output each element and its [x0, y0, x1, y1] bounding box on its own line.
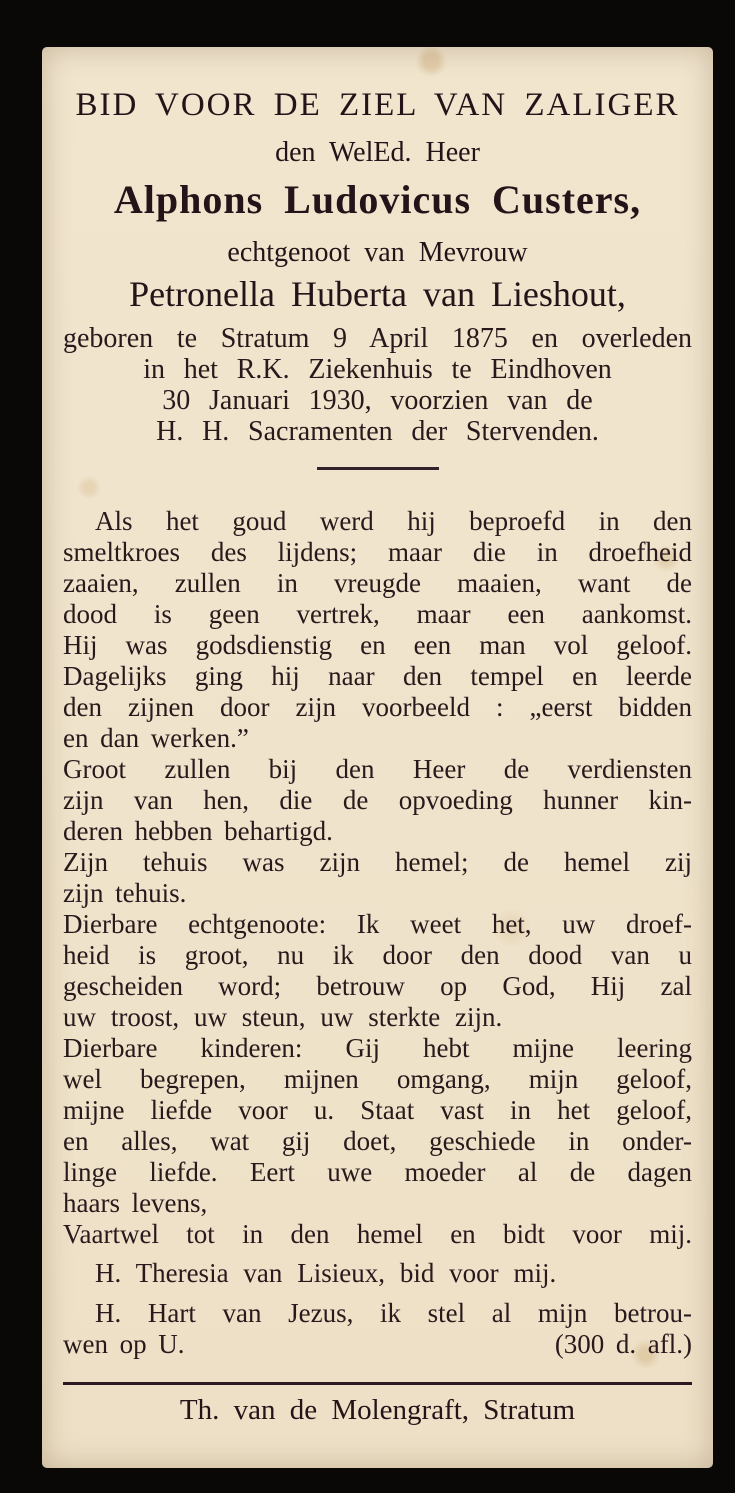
card-header	[63, 85, 692, 315]
sacred-heart-invocation	[63, 1298, 692, 1360]
prayer-line: zijn tehuis.	[63, 878, 187, 908]
prayer-line: en dan werken.”	[63, 723, 249, 753]
printer-name: Th. van de Molengraft, Stratum	[179, 1394, 576, 1426]
prayer-line: H. Theresia van Lisieux, bid voor mij.	[95, 1258, 557, 1288]
prayer-line: Groot zullen bij den Heer de verdiensten	[63, 754, 692, 784]
prayer-paragraph	[63, 506, 692, 754]
prayer-line: Dierbare kinderen: Gij hebt mijne leering	[63, 1033, 692, 1063]
relation-line: echtgenoot van Mevrouw	[227, 237, 528, 268]
vital-record-line: H. H. Sacramenten der Stervenden.	[156, 416, 599, 447]
prayer-line: linge liefde. Eert uwe moeder al de dagen	[63, 1157, 692, 1187]
memorial-card	[42, 47, 713, 1468]
farewell-line: Vaartwel tot in den hemel en bidt voor mij.	[63, 1219, 692, 1249]
prayer-line: mijne liefde voor u. Staat vast in het geloof,	[63, 1095, 692, 1125]
section-divider	[317, 467, 439, 470]
prayer-paragraph	[63, 1033, 692, 1219]
prayer-paragraph	[63, 1219, 692, 1250]
prayer-line: H. Hart van Jezus, ik stel al mijn betrou-	[95, 1298, 692, 1328]
vital-record-line: 30 Januari 1930, voorzien van de	[162, 385, 593, 416]
deceased-name: Alphons Ludovicus Custers,	[113, 177, 642, 222]
prayer-line: den zijnen door zijn voorbeeld : „eerst bidden	[63, 692, 692, 722]
spouse-name: Petronella Huberta van Lieshout,	[129, 274, 626, 314]
prayer-line: Als het goud werd hij beproefd in den	[95, 506, 692, 536]
prayer-line: uw troost, uw steun, uw sterkte zijn.	[63, 1002, 503, 1032]
prayer-line: deren hebben behartigd.	[63, 816, 333, 846]
prayer-paragraph	[63, 754, 692, 847]
vital-record-line: in het R.K. Ziekenhuis te Eindhoven	[143, 354, 612, 385]
prayer-line: wel begrepen, mijnen omgang, mijn geloof,	[63, 1064, 692, 1094]
footer-rule	[63, 1382, 692, 1385]
prayer-line: haars levens,	[63, 1188, 208, 1218]
prayer-line: Dierbare echtgenoote: Ik weet het, uw droef-	[63, 909, 692, 939]
prayer-line: Hij was godsdienstig en een man vol geloof.	[63, 630, 692, 660]
prayer-text	[63, 506, 692, 1360]
prayer-line: heid is groot, nu ik door den dood van u	[63, 940, 692, 970]
prayer-line: smeltkroes des lijdens; maar die in droefheid	[63, 537, 692, 567]
prayer-line: en alles, wat gij doet, geschiede in onder-	[63, 1126, 692, 1156]
prayer-line: zaaien, zullen in vreugde maaien, want de	[63, 568, 692, 598]
prayer-paragraph	[63, 847, 692, 909]
prayer-line-fragment: wen op U.	[63, 1329, 185, 1359]
theresia-invocation	[63, 1258, 692, 1289]
invocation-line: BID VOOR DE ZIEL VAN ZALIGER	[75, 87, 680, 123]
honorific-line: den WelEd. Heer	[275, 137, 480, 168]
prayer-line: gescheiden word; betrouw op God, Hij zal	[63, 971, 692, 1001]
prayer-line: Dagelijks ging hij naar den tempel en leerde	[63, 661, 692, 691]
prayer-line: zijn van hen, die de opvoeding hunner kin-	[63, 785, 692, 815]
prayer-line: dood is geen vertrek, maar een aankomst.	[63, 599, 692, 629]
prayer-line: Zijn tehuis was zijn hemel; de hemel zij	[63, 847, 692, 877]
vital-record	[63, 323, 692, 447]
vital-record-line: geboren te Stratum 9 April 1875 en overleden	[63, 323, 692, 354]
indulgence-note: (300 d. afl.)	[554, 1329, 692, 1359]
prayer-paragraph	[63, 909, 692, 1033]
prayer-line	[63, 1329, 692, 1360]
